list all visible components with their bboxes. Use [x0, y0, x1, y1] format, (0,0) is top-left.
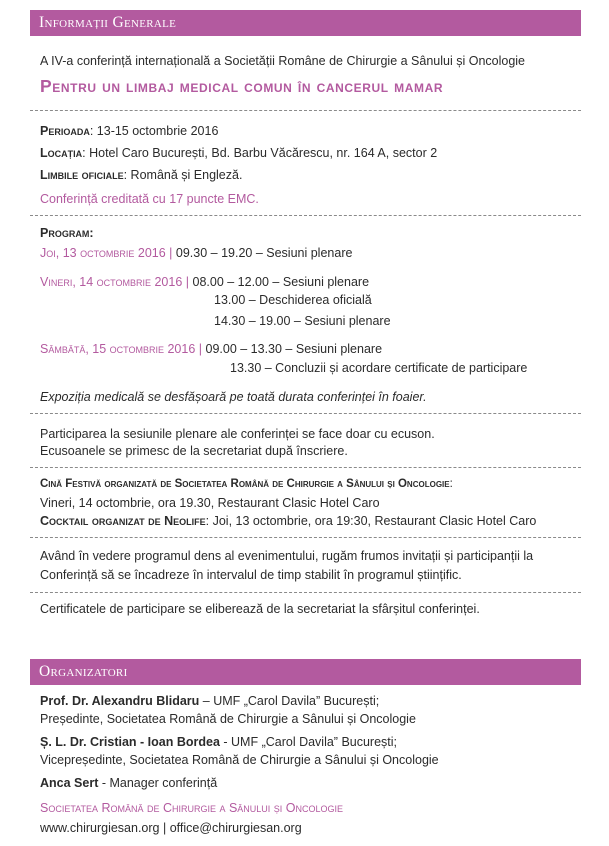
cocktail-title: Cocktail organizat de Neolife: [40, 514, 206, 528]
program-label: Program:: [40, 226, 94, 240]
organizer-3-name: Anca Sert: [40, 776, 99, 790]
contact-links[interactable]: www.chirurgiesan.org | office@chirurgiesan.org: [40, 821, 302, 835]
cocktail-line: [40, 514, 536, 528]
dinner-colon: :: [449, 478, 453, 490]
day1-label: Joi, 13 octombrie 2016 |: [40, 246, 173, 260]
badge-note-1: Participarea la sesiunile plenare ale conferinței se face doar cu ecuson.: [40, 427, 435, 441]
day2-session-3: 14.30 – 19.00 – Sesiuni plenare: [214, 314, 391, 328]
day2-session-1: 08.00 – 12.00 – Sesiuni plenare: [192, 275, 370, 289]
divider: [30, 413, 581, 414]
languages-line: [40, 168, 242, 182]
languages-value: : Română și Engleză.: [123, 168, 243, 182]
organizers-header: Organizatori: [30, 659, 581, 685]
organizer-3: [40, 776, 217, 790]
organizer-2: [40, 735, 397, 749]
day3-session-1: 09.00 – 13.30 – Sesiuni plenare: [205, 342, 383, 356]
divider: [30, 110, 581, 111]
location-line: [40, 146, 437, 160]
day2-label: Vineri, 14 octombrie 2016 |: [40, 275, 190, 289]
program-day2: [40, 275, 369, 289]
day1-session: 09.30 – 19.20 – Sesiuni plenare: [175, 246, 353, 260]
organizer-3-role: - Manager conferință: [98, 776, 218, 790]
organizer-2-role: Vicepreședinte, Societatea Română de Chirurgie a Sânului și Oncologie: [40, 753, 439, 767]
dinner-detail: Vineri, 14 octombrie, ora 19.30, Restaurant Clasic Hotel Caro: [40, 496, 380, 510]
location-label: Locația: [40, 146, 83, 160]
dinner-title-line: [40, 478, 453, 490]
conference-subtitle: A IV-a conferință internațională a Societății Române de Chirurgie a Sânului și Oncologie: [40, 54, 526, 68]
location-value: : Hotel Caro București, Bd. Barbu Văcărescu, nr. 164 A, sector 2: [82, 146, 438, 160]
cocktail-detail: : Joi, 13 octombrie, ora 19:30, Restaurant Clasic Hotel Caro: [205, 514, 537, 528]
schedule-note-1: Având în vedere programul dens al evenimentului, rugăm frumos invitații și participanții la: [40, 549, 534, 563]
dinner-title: Cină Festivă organizată de Societatea Română de Chirurgie a Sânului și Oncologie: [40, 478, 450, 490]
expo-note: Expoziția medicală se desfășoară pe toată durata conferinței în foaier.: [40, 390, 427, 404]
general-info-header: Informații Generale: [30, 10, 581, 36]
organizer-1-affiliation: – UMF „Carol Davila” București;: [199, 694, 380, 708]
badge-note-2: Ecusoanele se primesc de la secretariat după înscriere.: [40, 444, 348, 458]
program-day3: [40, 342, 382, 356]
schedule-note-2: Conferință să se încadreze în intervalul de timp stabilit în programul științific.: [40, 568, 462, 582]
organizer-2-name: Ș. L. Dr. Cristian - Ioan Bordea: [40, 735, 220, 749]
period-label: Perioada: [40, 124, 90, 138]
credits-note: Conferință creditată cu 17 puncte EMC.: [40, 192, 259, 206]
program-day1: [40, 246, 352, 260]
day3-label: Sâmbătă, 15 octombrie 2016 |: [40, 342, 203, 356]
divider: [30, 537, 581, 538]
conference-headline: Pentru un limbaj medical comun în cancerul mamar: [40, 76, 444, 96]
day2-session-2: 13.00 – Deschiderea oficială: [214, 293, 372, 307]
organizer-1-role: Președinte, Societatea Română de Chirurgie a Sânului și Oncologie: [40, 712, 416, 726]
organizer-1-name: Prof. Dr. Alexandru Blidaru: [40, 694, 200, 708]
divider: [30, 215, 581, 216]
society-name: Societatea Română de Chirurgie a Sânului și Oncologie: [40, 801, 343, 815]
day3-session-2: 13.30 – Concluzii și acordare certificate de participare: [230, 361, 528, 375]
organizer-1: [40, 694, 379, 708]
period-line: [40, 124, 218, 138]
languages-label: Limbile oficiale: [40, 168, 124, 182]
period-value: : 13-15 octombrie 2016: [89, 124, 219, 138]
organizer-2-affiliation: - UMF „Carol Davila” București;: [219, 735, 398, 749]
certificates-note: Certificatele de participare se eliberează de la secretariat la sfârșitul conferinței.: [40, 602, 480, 616]
divider: [30, 592, 581, 593]
divider: [30, 467, 581, 468]
